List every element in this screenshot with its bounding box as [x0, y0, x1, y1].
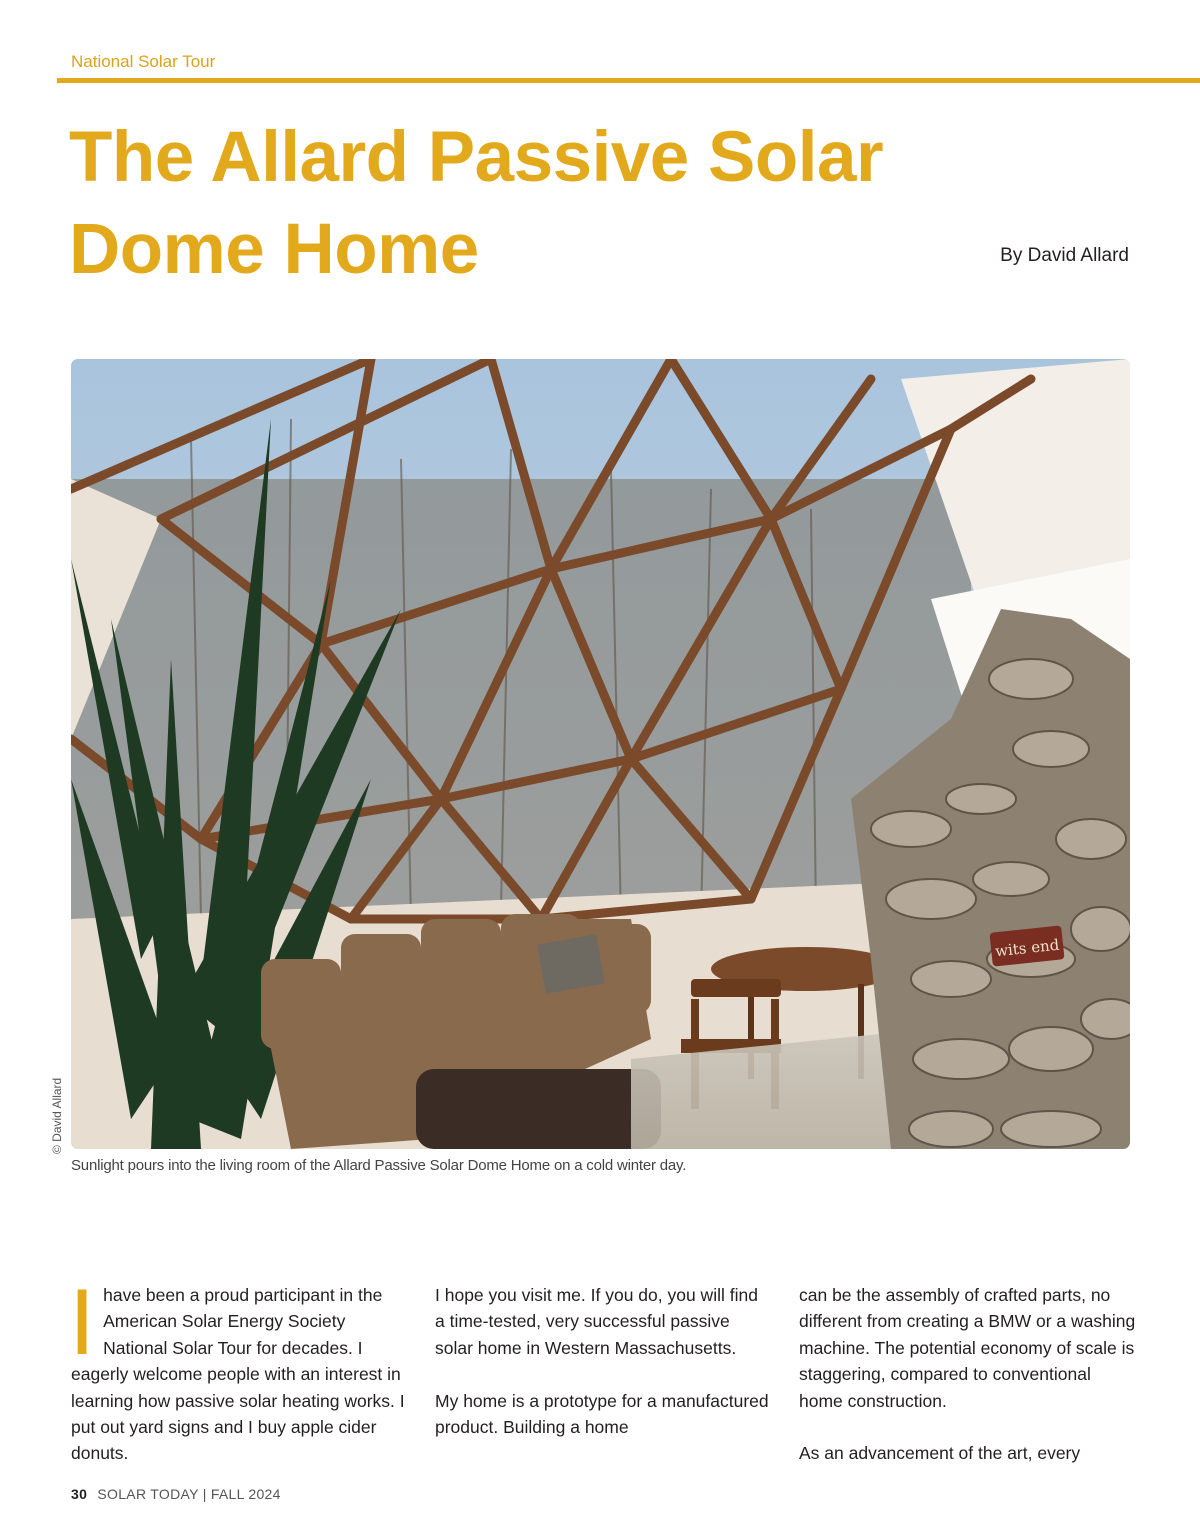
body-column-2 [435, 1282, 770, 1467]
paragraph: As an advancement of the art, every [799, 1443, 1081, 1464]
drop-cap: I [69, 1269, 96, 1374]
paragraph: have been a proud participant in the American Solar Energy Society National Solar Tour for decades. I eagerly welcome people with an interest in learning how passive solar heating works. I put out yard signs and I buy apple cider donuts. [71, 1285, 405, 1464]
paragraph: I hope you visit me. If you do, you will find a time-tested, very successful passive solar home in Western Massachusetts. [435, 1285, 758, 1358]
header-rule [57, 78, 1200, 83]
wits-end-sign: wits end [994, 935, 1061, 961]
page-footer [71, 1486, 281, 1502]
body-column-3 [799, 1282, 1139, 1493]
paragraph: My home is a prototype for a manufactured product. Building a home [435, 1390, 769, 1438]
article-title: The Allard Passive Solar Dome Home [69, 118, 884, 289]
section-label: National Solar Tour [71, 52, 216, 71]
feature-photo [71, 359, 1130, 1149]
issue-label: | FALL 2024 [202, 1486, 281, 1502]
photo-caption: Sunlight pours into the living room of the Allard Passive Solar Dome Home on a cold winter day. [71, 1157, 687, 1174]
page-number: 30 [71, 1486, 88, 1502]
publication-name: SOLAR TODAY [97, 1486, 199, 1502]
body-column-1 [69, 1269, 406, 1493]
byline: By David Allard [1000, 245, 1129, 266]
photo-credit: © David Allard [50, 1077, 64, 1154]
paragraph: can be the assembly of crafted parts, no different from creating a BMW or a washing machine. The potential economy of scale is staggering, compared to conventional home construction. [799, 1285, 1136, 1411]
